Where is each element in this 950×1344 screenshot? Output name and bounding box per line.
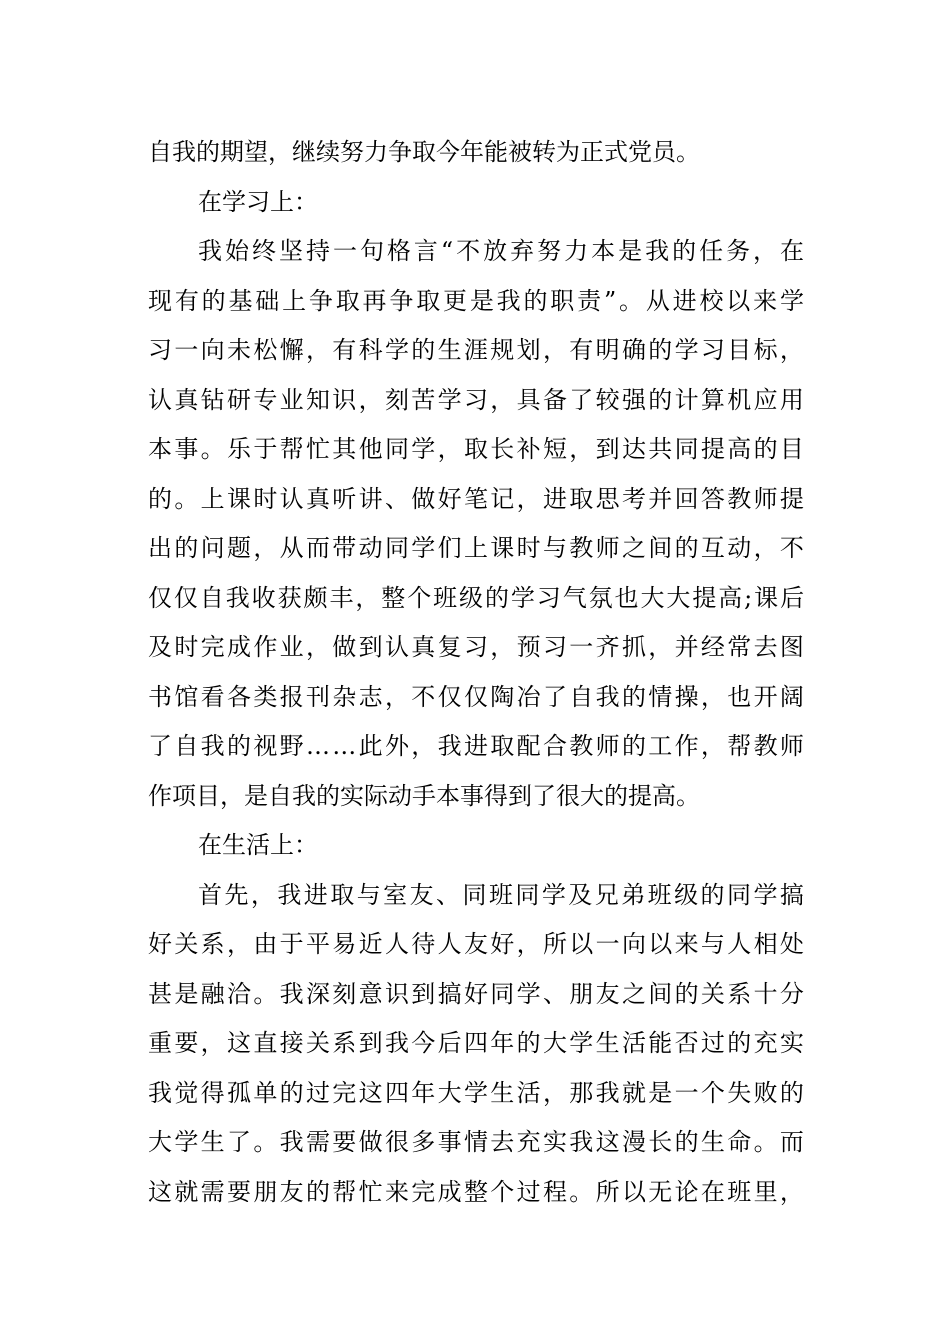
text-line: 及时完成作业，做到认真复习，预习一齐抓，并经常去图 (148, 633, 807, 661)
text-line: 认真钻研专业知识，刻苦学习，具备了较强的计算机应用 (148, 385, 807, 414)
text-line: 现有的基础上争取再争取更是我的职责”。从进校以来学 (148, 286, 807, 315)
text-line: 首先，我进取与室友、同班同学及兄弟班级的同学搞 (198, 880, 807, 909)
text-line: 重要，这直接关系到我今后四年的大学生活能否过的充实 (148, 1029, 807, 1057)
text-line: 我始终坚持一句格言“不放弃努力本是我的任务，在 (198, 237, 808, 265)
document-body (148, 128, 808, 1217)
text-line: 习一向未松懈，有科学的生涯规划，有明确的学习目标， (148, 336, 807, 364)
text-line: 书馆看各类报刊杂志，不仅仅陶冶了自我的情操，也开阔 (148, 682, 807, 711)
text-line: 这就需要朋友的帮忙来完成整个过程。所以无论在班里， (148, 1177, 807, 1206)
text-line: 出的问题，从而带动同学们上课时与教师之间的互动，不 (148, 534, 807, 562)
text-line: 自我的期望，继续努力争取今年能被转为正式党员。 (148, 138, 700, 166)
text-line: 仅仅自我收获颇丰，整个班级的学习气氛也大大提高;课后 (148, 583, 807, 612)
text-line: 大学生了。我需要做很多事情去充实我这漫长的生命。而 (148, 1128, 807, 1156)
text-line: 的。上课时认真听讲、做好笔记，进取思考并回答教师提 (148, 484, 807, 513)
section-heading-life: 在生活上： (198, 831, 318, 859)
text-line: 好关系，由于平易近人待人友好，所以一向以来与人相处 (148, 930, 807, 958)
text-line: 本事。乐于帮忙其他同学，取长补短，到达共同提高的目 (148, 435, 807, 463)
text-line: 我觉得孤单的过完这四年大学生活，那我就是一个失败的 (148, 1078, 807, 1107)
text-line: 了自我的视野……此外，我进取配合教师的工作，帮教师 (148, 732, 807, 760)
text-line: 作项目，是自我的实际动手本事得到了很大的提高。 (148, 781, 700, 810)
section-heading-study: 在学习上： (198, 187, 318, 216)
text-line: 甚是融洽。我深刻意识到搞好同学、朋友之间的关系十分 (148, 979, 807, 1008)
